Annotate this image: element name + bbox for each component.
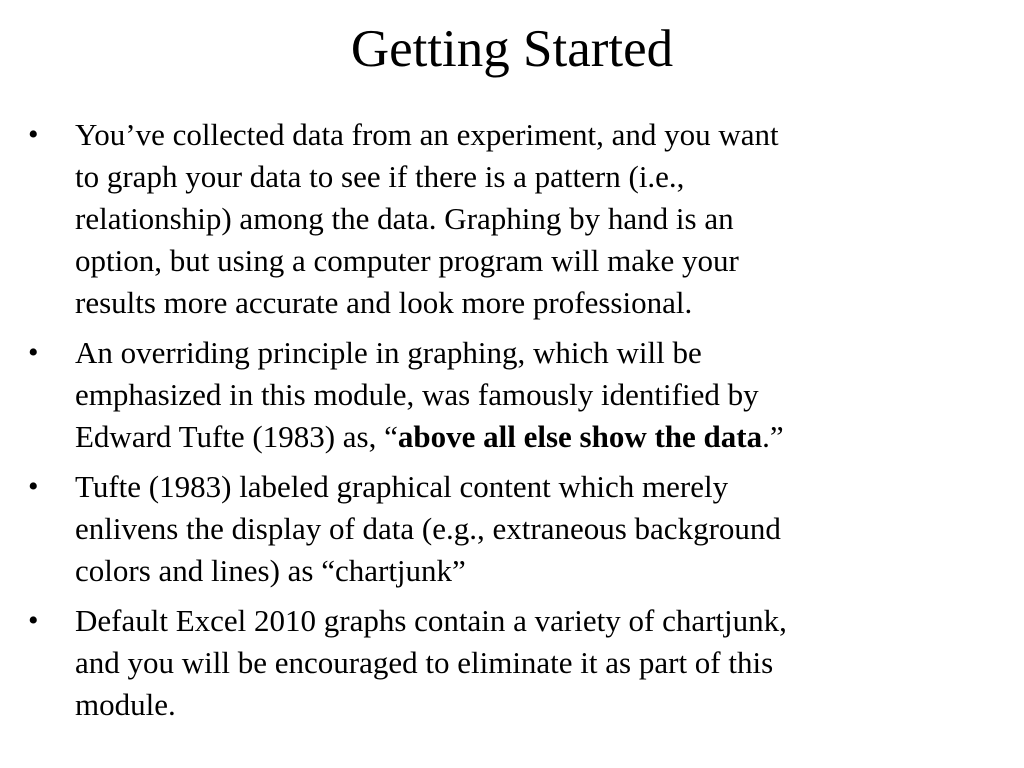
bullet-line: Default Excel 2010 graphs contain a variety of chartjunk, — [75, 603, 787, 638]
bullet-line: to graph your data to see if there is a pattern (i.e., — [75, 159, 685, 194]
bullet-list — [0, 114, 1024, 734]
bullet-line: relationship) among the data. Graphing by hand is an — [75, 201, 734, 236]
bullet-item — [0, 600, 1024, 726]
bullet-item — [0, 466, 1024, 592]
bullet-icon: • — [28, 470, 39, 503]
bullet-icon: • — [28, 336, 39, 369]
slide-title: Getting Started — [350, 20, 674, 78]
bullet-item — [0, 332, 1024, 458]
bullet-line: colors and lines) as “chartjunk” — [75, 553, 466, 588]
quote-suffix: .” — [762, 419, 784, 454]
bullet-line: option, but using a computer program will make your — [75, 243, 739, 278]
bullet-line: enlivens the display of data (e.g., extraneous background — [75, 511, 781, 546]
bullet-item — [0, 114, 1024, 324]
emphasized-quote: above all else show the data — [397, 419, 763, 454]
bullet-line: An overriding principle in graphing, which will be — [75, 335, 702, 370]
bullet-line: and you will be encouraged to eliminate it as part of this — [75, 645, 774, 680]
bullet-line: module. — [75, 687, 176, 722]
bullet-line: results more accurate and look more professional. — [75, 285, 693, 320]
bullet-line — [75, 416, 1024, 458]
bullet-line: Tufte (1983) labeled graphical content which merely — [75, 469, 729, 504]
bullet-line: emphasized in this module, was famously identified by — [75, 377, 759, 412]
bullet-icon: • — [28, 118, 39, 151]
bullet-icon: • — [28, 604, 39, 637]
quote-prefix: Edward Tufte (1983) as, “ — [75, 419, 398, 454]
bullet-line: You’ve collected data from an experiment, and you want — [75, 117, 779, 152]
